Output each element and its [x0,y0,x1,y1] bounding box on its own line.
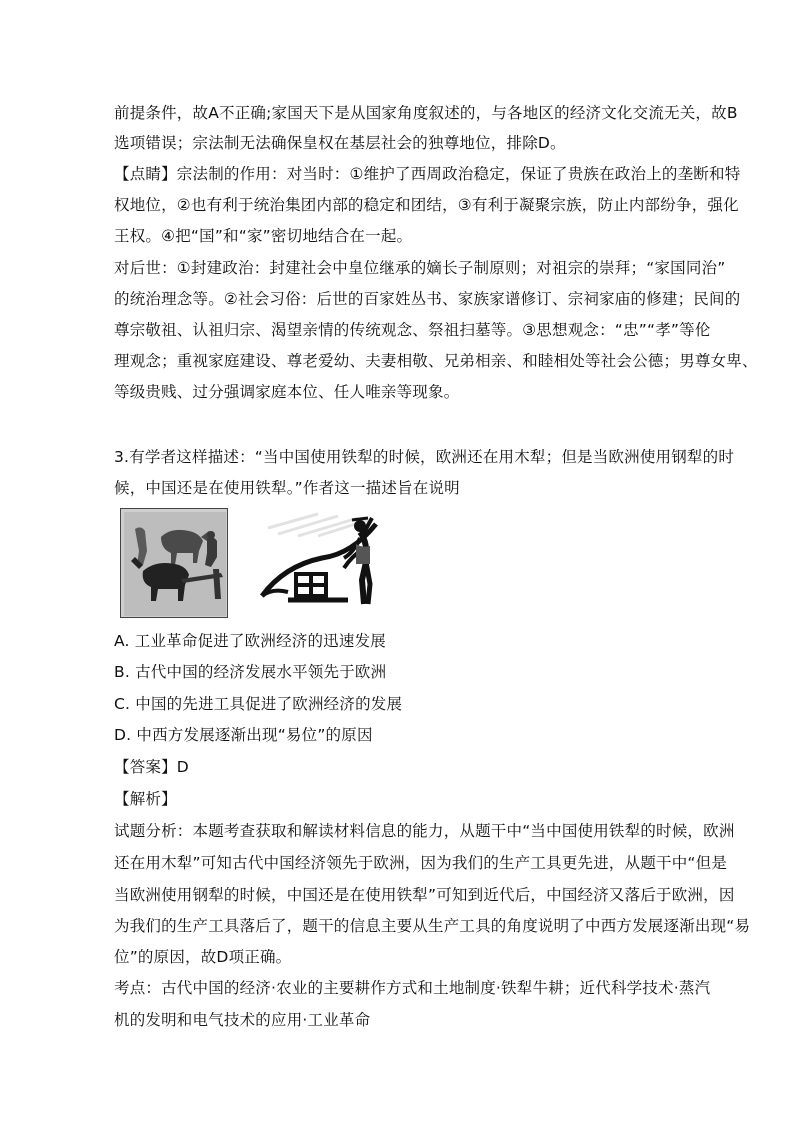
dianjing-line: 王权。④把“国”和“家”密切地结合在一起。 [114,227,413,245]
houshi-line: 理观念；重视家庭建设、尊老爱幼、夫妻相敬、兄弟相亲、和睦相处等社会公德；男尊女卑、 [114,352,758,370]
dianjing-line: 权地位，②也有利于统治集团内部的稳定和团结，③有利于凝聚宗族，防止内部纷争，强化 [114,196,739,214]
ox-plough-relief-image [120,508,228,618]
text-line: 选项错误；宗法制无法确保皇权在基层社会的独尊地位，排除D。 [114,134,566,152]
plough-and-farmer-drawing [248,508,538,620]
plough-figure [120,508,420,620]
option-c: C. 中国的先进工具促进了欧洲经济的发展 [114,695,403,713]
dianjing-line: 【点睛】宗法制的作用：对当时：①维护了西周政治稳定，保证了贵族在政治上的垄断和特 [114,165,741,183]
analysis-line: 位”的原因，故D项正确。 [114,948,292,966]
analysis-line: 试题分析：本题考查获取和解读材料信息的能力，从题干中“当中国使用铁犁的时候，欧洲 [114,822,735,840]
analysis-heading: 【解析】 [114,790,177,808]
option-d: D. 中西方发展逐渐出现“易位”的原因 [114,726,373,744]
houshi-line: 的统治理念等。②社会习俗：后世的百家姓丛书、家族家谱修订、宗祠家庙的修建；民间的 [114,290,741,308]
houshi-line: 尊宗敬祖、认祖归宗、渴望亲情的传统观念、祭祖扫墓等。③思想观念：“忠”“孝”等伦 [114,321,711,339]
answer-label: 【答案】D [114,758,189,776]
analysis-line: 还在用木犁”可知古代中国经济领先于欧洲，因为我们的生产工具更先进，从题干中“但是 [114,854,728,872]
option-a: A. 工业革命促进了欧洲经济的迅速发展 [114,632,386,650]
question-stem-line: 3.有学者这样描述：“当中国使用铁犁的时候，欧洲还在用木犁；但是当欧洲使用钢犁的时 [114,448,735,466]
option-b: B. 古代中国的经济发展水平领先于欧洲 [114,663,387,681]
analysis-line: 当欧洲使用钢犁的时候，中国还是在使用铁犁”可知到近代后，中国经济又落后于欧洲，因 [114,886,735,904]
houshi-line: 等级贵贱、过分强调家庭本位、任人唯亲等现象。 [114,383,460,401]
kaodian-line: 考点：古代中国的经济·农业的主要耕作方式和土地制度·铁犁牛耕；近代科学技术·蒸汽 [114,979,711,997]
kaodian-line: 机的发明和电气技术的应用·工业革命 [114,1011,371,1029]
text-line: 前提条件，故A不正确;家国天下是从国家角度叙述的，与各地区的经济文化交流无关，故B [114,104,738,122]
analysis-line: 为我们的生产工具落后了，题干的信息主要从生产工具的角度说明了中西方发展逐渐出现“易 [114,917,751,935]
houshi-line: 对后世：①封建政治：封建社会中皇位继承的嫡长子制原则；对祖宗的崇拜；“家国同治” [114,259,726,277]
question-stem-line: 候，中国还是在使用铁犁。”作者这一描述旨在说明 [114,479,460,497]
